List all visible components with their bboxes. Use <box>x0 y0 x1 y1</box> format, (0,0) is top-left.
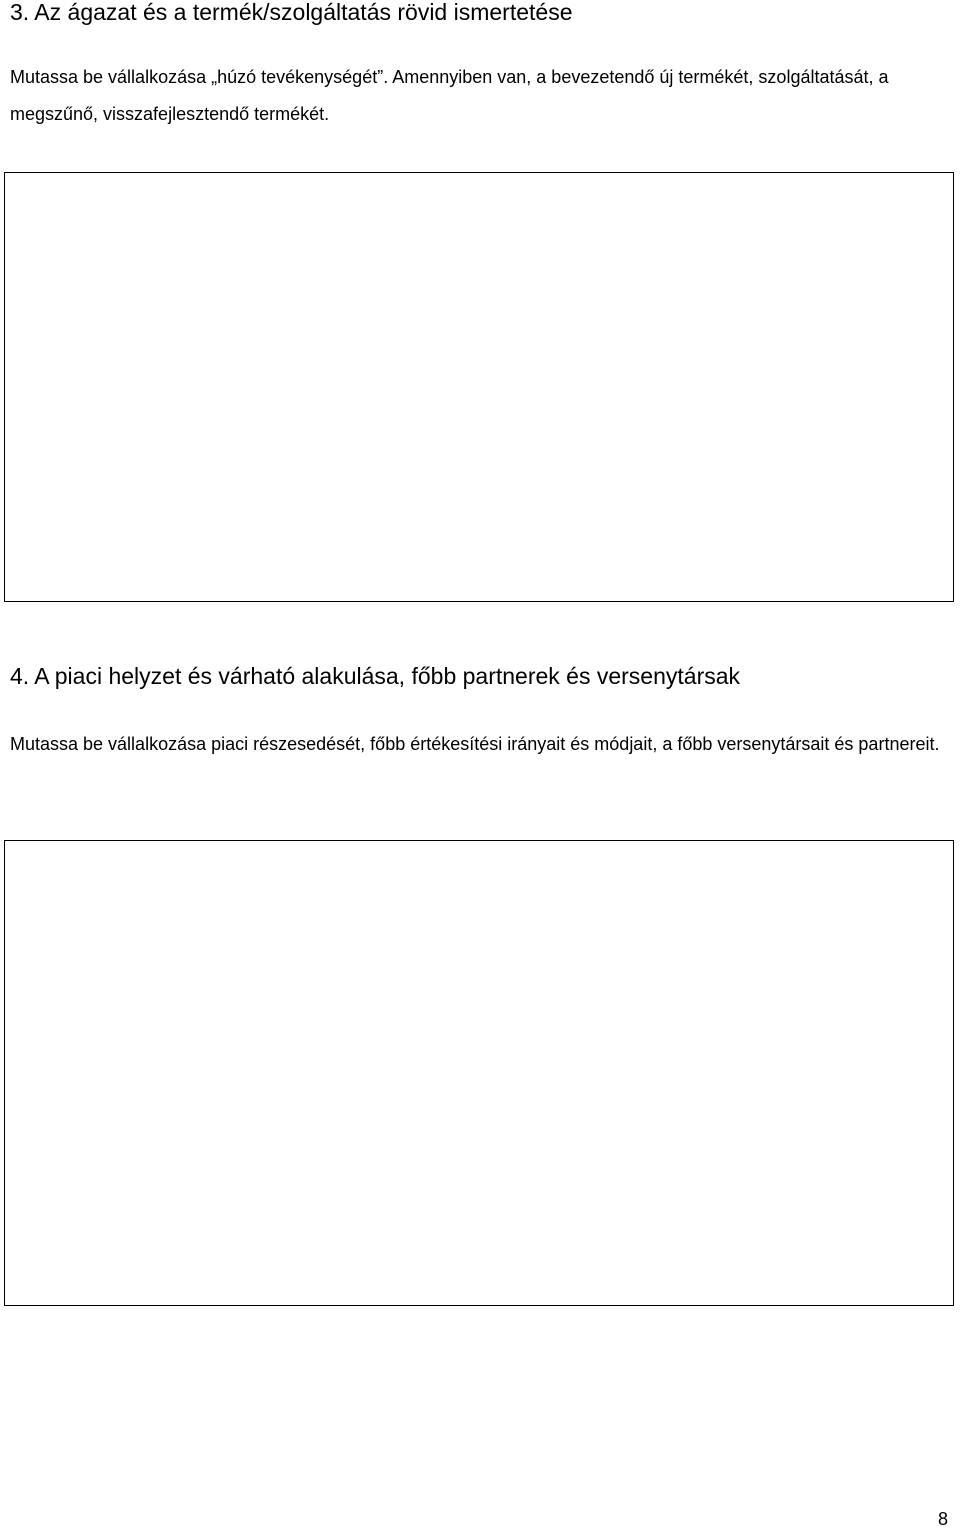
section-3-answer-box[interactable] <box>4 172 954 602</box>
section-4-answer-box[interactable] <box>4 840 954 1306</box>
section-4-instructions: Mutassa be vállalkozása piaci részesedését, főbb értékesítési irányait és módjait, a főbb versenytársait és partnereit. <box>10 734 940 754</box>
section-3-instructions: Mutassa be vállalkozása „húzó tevékenységét”. Amennyiben van, a bevezetendő új termékét, szolgáltatását, a megszűnő, visszafejlesztendő termékét. <box>10 67 889 124</box>
section-3-heading: 3. Az ágazat és a termék/szolgáltatás rövid ismertetése <box>10 0 573 25</box>
page-number: 8 <box>937 1509 948 1529</box>
section-4-heading: 4. A piaci helyzet és várható alakulása, főbb partnerek és versenytársak <box>10 663 741 689</box>
